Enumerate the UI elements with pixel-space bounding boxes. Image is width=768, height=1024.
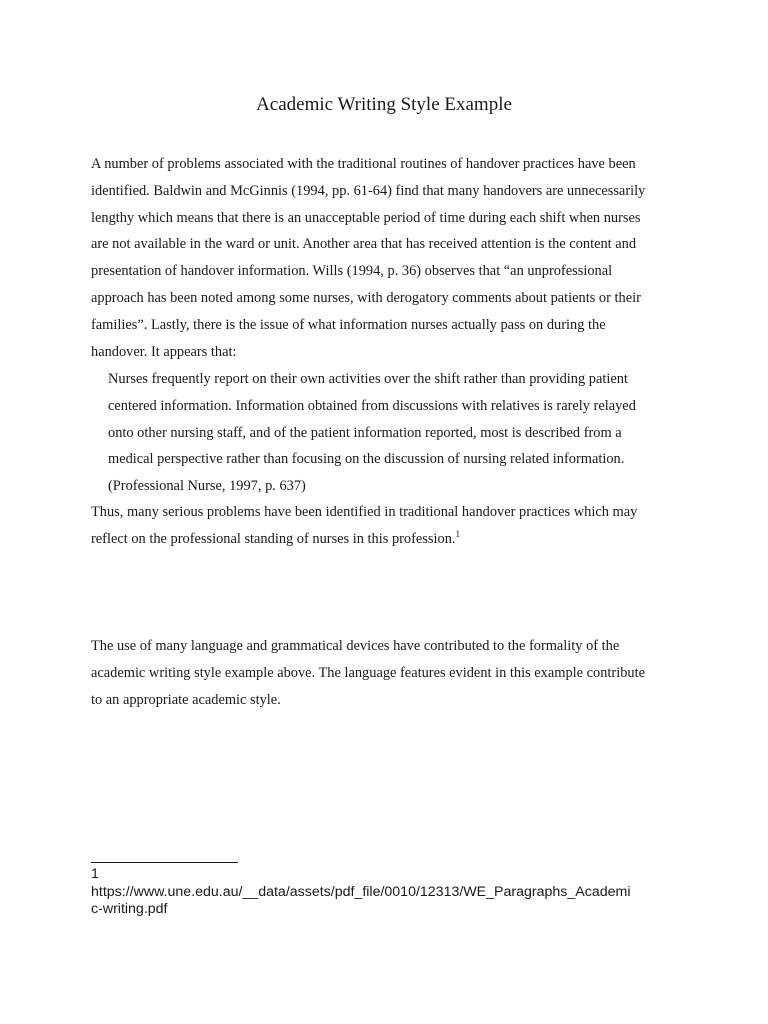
text-line: Thus, many serious problems have been identified in traditional handover practices which may bbox=[91, 504, 638, 520]
paragraph-3 bbox=[91, 633, 681, 713]
text-line: academic writing style example above. The language features evident in this example contribute bbox=[91, 664, 645, 681]
text-line-content: reflect on the professional standing of nurses in this profession. bbox=[91, 530, 456, 547]
quote-line: centered information. Information obtained from discussions with relatives is rarely relayed bbox=[108, 397, 636, 414]
footnote-reference[interactable]: 1 bbox=[455, 528, 460, 539]
footnote-url-line[interactable]: https://www.une.edu.au/__data/assets/pdf_file/0010/12313/WE_Paragraphs_Academi bbox=[91, 883, 631, 900]
text-line: The use of many language and grammatical devices have contributed to the formality of the bbox=[91, 638, 620, 654]
quote-citation: (Professional Nurse, 1997, p. 637) bbox=[108, 478, 306, 495]
text-line: are not available in the ward or unit. Another area that has received attention is the content and bbox=[91, 236, 637, 253]
text-line: presentation of handover information. Wills (1994, p. 36) observes that “an unprofessional bbox=[91, 263, 613, 280]
footnote-separator bbox=[91, 862, 238, 863]
text-line: families”. Lastly, there is the issue of what information nurses actually pass on during the bbox=[91, 316, 606, 333]
paragraph-2 bbox=[91, 499, 681, 553]
paragraph-1 bbox=[91, 151, 681, 365]
text-line: handover. It appears that: bbox=[91, 343, 237, 360]
text-line: identified. Baldwin and McGinnis (1994, pp. 61-64) find that many handovers are unnecessarily bbox=[91, 182, 646, 199]
text-line: approach has been noted among some nurses, with derogatory comments about patients or their bbox=[91, 289, 641, 306]
quote-line: onto other nursing staff, and of the patient information reported, most is described from a bbox=[108, 424, 622, 441]
quote-line: Nurses frequently report on their own activities over the shift rather than providing patient bbox=[108, 371, 628, 387]
block-quote bbox=[108, 366, 668, 500]
text-line: to an appropriate academic style. bbox=[91, 691, 281, 708]
text-line bbox=[91, 526, 681, 553]
quote-line: medical perspective rather than focusing on the discussion of nursing related information. bbox=[108, 451, 625, 468]
footnote bbox=[91, 866, 681, 919]
text-line: lengthy which means that there is an unacceptable period of time during each shift when nurses bbox=[91, 209, 641, 226]
footnote-number: 1 bbox=[91, 866, 99, 882]
footnote-url-line[interactable]: c-writing.pdf bbox=[91, 901, 168, 917]
page-title: Academic Writing Style Example bbox=[256, 94, 512, 115]
text-line: A number of problems associated with the traditional routines of handover practices have been bbox=[91, 156, 636, 172]
